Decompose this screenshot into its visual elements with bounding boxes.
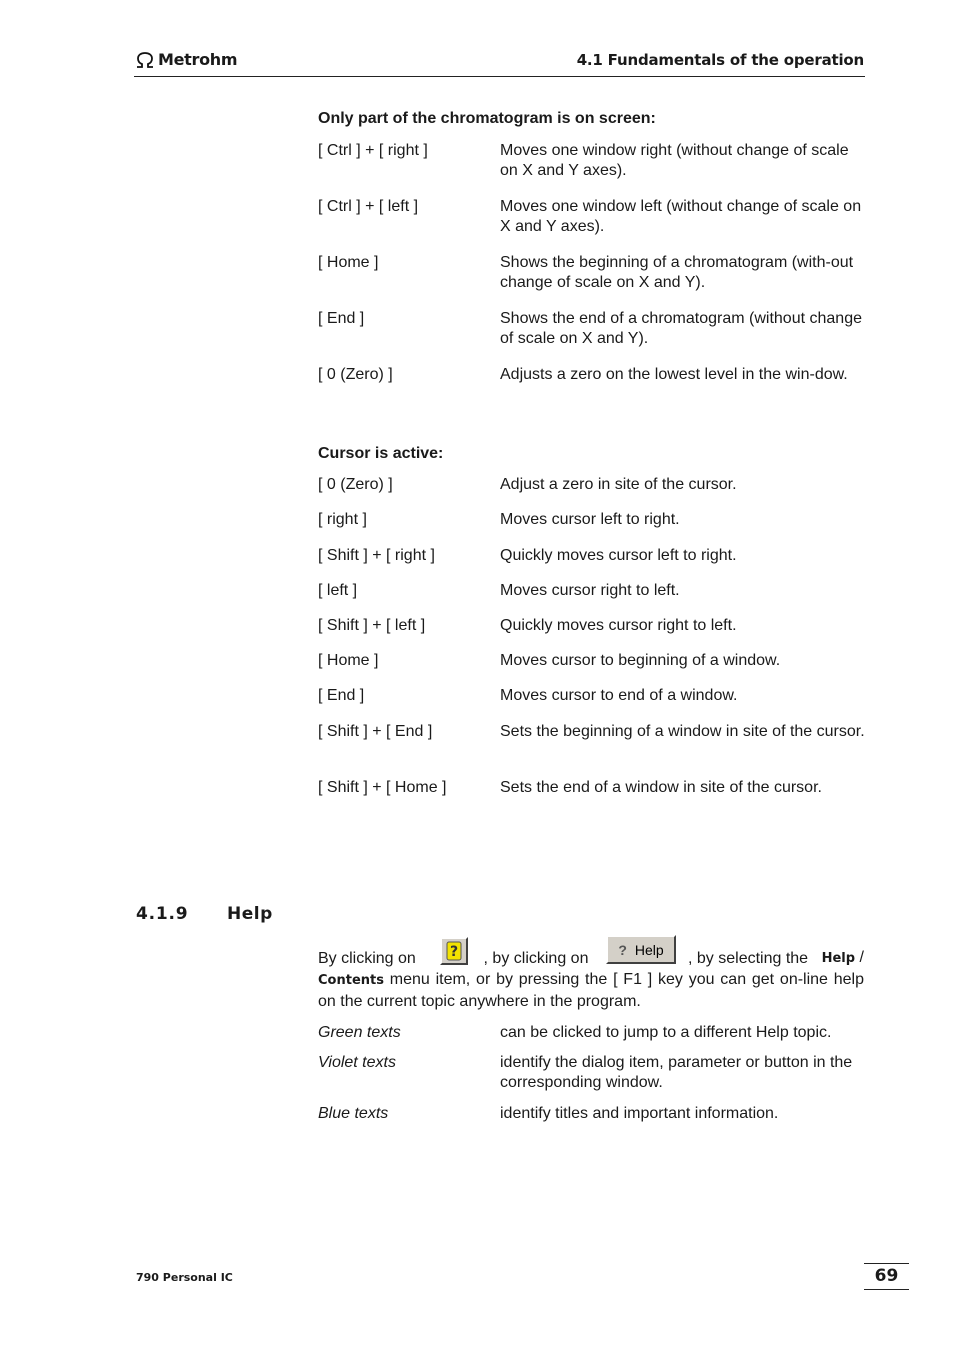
shortcut-key: [ 0 (Zero) ] <box>318 366 393 383</box>
shortcut-description: Moves cursor right to left. <box>500 582 680 599</box>
page-number-rule <box>864 1263 909 1264</box>
shortcut-key: [ Home ] <box>318 652 379 669</box>
shortcut-key: [ Shift ] + [ End ] <box>318 723 433 740</box>
help-color-term: Green texts <box>318 1024 401 1041</box>
omega-logo-icon <box>135 52 155 68</box>
metrohm-logo <box>135 50 237 69</box>
help-color-description: identify the dialog item, parameter or button in the corresponding window. <box>500 1054 853 1091</box>
help-color-description: can be clicked to jump to a different Help topic. <box>500 1024 832 1041</box>
cursor-block-heading: Cursor is active: <box>318 445 444 462</box>
logo-text: Metrohm <box>158 50 238 69</box>
shortcut-key: [ Ctrl ] + [ left ] <box>318 198 419 215</box>
shortcut-key: [ End ] <box>318 310 365 327</box>
help-button-label: Help <box>634 941 664 958</box>
header-section-title: 4.1 Fundamentals of the operation <box>576 51 864 69</box>
shortcut-key: [ Ctrl ] + [ right ] <box>318 142 428 159</box>
shortcut-key: [ Shift ] + [ Home ] <box>318 779 447 796</box>
shortcut-description: Adjusts a zero on the lowest level in the win-dow. <box>500 366 848 383</box>
shortcut-key: [ Shift ] + [ right ] <box>318 547 435 564</box>
shortcut-description: Quickly moves cursor left to right. <box>500 547 737 564</box>
svg-text:?: ? <box>449 944 459 960</box>
header-rule <box>134 76 865 77</box>
shortcut-description: Moves cursor left to right. <box>500 511 680 528</box>
help-color-description: identify titles and important information. <box>500 1105 779 1122</box>
section-number: 4.1.9 <box>136 904 189 924</box>
help-intro-paragraph <box>318 948 864 1012</box>
shortcut-key: [ Shift ] + [ left ] <box>318 617 426 634</box>
screen-block-heading: Only part of the chromatogram is on screen: <box>318 110 656 127</box>
page-number: 69 <box>874 1266 899 1286</box>
shortcut-description: Moves cursor to beginning of a window. <box>500 652 781 669</box>
shortcut-key: [ left ] <box>318 582 358 599</box>
help-color-term: Blue texts <box>318 1105 389 1122</box>
shortcut-description: Moves cursor to end of a window. <box>500 687 738 704</box>
menu-contents: Contents <box>318 973 384 988</box>
menu-help: Help <box>821 951 856 966</box>
shortcut-key: [ End ] <box>318 687 365 704</box>
shortcut-description: Adjust a zero in site of the cursor. <box>500 476 737 493</box>
shortcut-description: Quickly moves cursor right to left. <box>500 617 737 634</box>
footer-product: 790 Personal IC <box>136 1271 233 1284</box>
help-color-term: Violet texts <box>318 1054 396 1071</box>
intro-text: menu item, or by pressing the [ F1 ] key you can get on-line help on the current topic anywhere in the program. <box>318 971 864 1010</box>
shortcut-description: Sets the beginning of a window in site of the cursor. <box>500 723 865 740</box>
shortcut-description: Sets the end of a window in site of the cursor. <box>500 779 822 796</box>
intro-text: , by selecting the <box>688 950 809 967</box>
menu-separator: / <box>859 949 864 966</box>
shortcut-description: Shows the beginning of a chromatogram (with-out change of scale on X and Y). <box>500 254 854 291</box>
shortcut-description: Moves one window right (without change of scale on X and Y axes). <box>500 142 849 179</box>
shortcut-description: Shows the end of a chromatogram (without change of scale on X and Y). <box>500 310 862 347</box>
intro-text: , by clicking on <box>483 950 589 967</box>
question-mark-icon: ? <box>618 941 627 958</box>
section-title: Help <box>227 904 273 924</box>
shortcut-key: [ Home ] <box>318 254 379 271</box>
page-number-rule <box>864 1289 909 1290</box>
shortcut-key: [ 0 (Zero) ] <box>318 476 393 493</box>
intro-text: By clicking on <box>318 950 416 967</box>
shortcut-key: [ right ] <box>318 511 367 528</box>
shortcut-description: Moves one window left (without change of scale on X and Y axes). <box>500 198 862 235</box>
